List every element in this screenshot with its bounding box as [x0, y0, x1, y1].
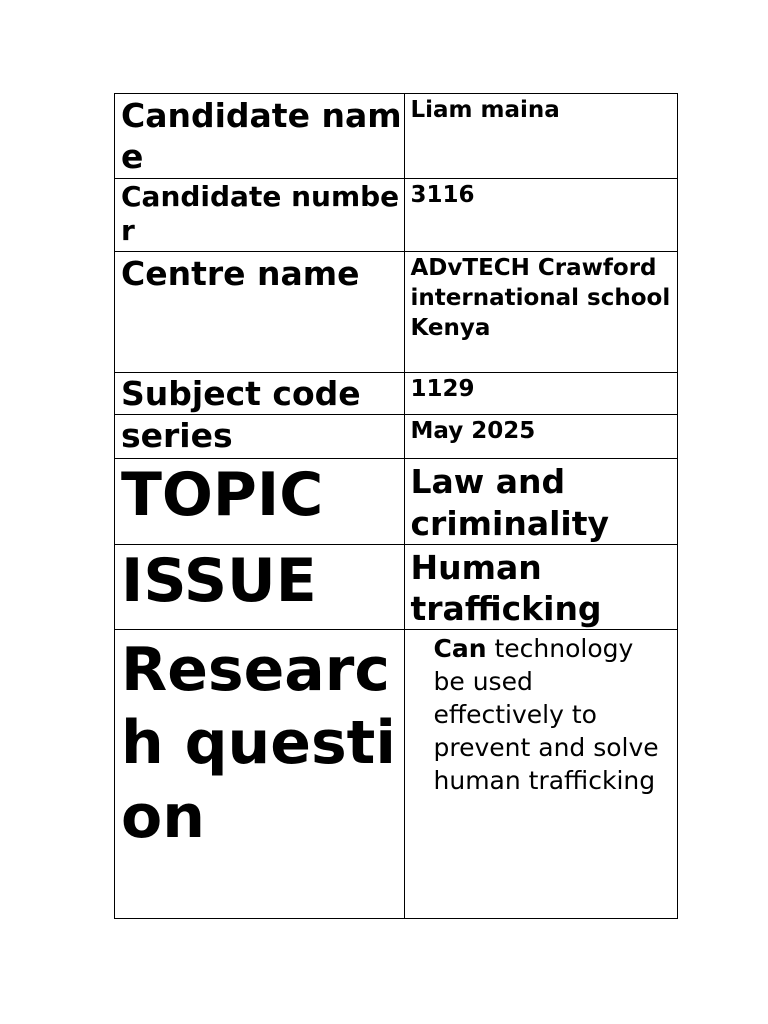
subject-code-label: Subject code	[121, 374, 361, 413]
topic-value: Law and criminality	[410, 462, 610, 543]
candidate-name-label: Candidate name	[121, 96, 402, 177]
label-cell	[115, 179, 405, 252]
subject-code-value: 1129	[410, 376, 475, 402]
value-cell	[404, 415, 678, 459]
research-question-lead-word: Can	[433, 634, 487, 664]
series-label: series	[121, 416, 233, 456]
row-subject-code	[115, 373, 678, 415]
row-series	[115, 415, 678, 459]
row-research-question	[115, 630, 678, 919]
candidate-name-value: Liam maina	[410, 97, 560, 123]
label-cell	[115, 373, 405, 415]
centre-name-value: ADvTECH Crawford international school Kenya	[410, 255, 671, 341]
label-cell	[115, 415, 405, 459]
label-cell	[115, 544, 405, 630]
label-cell	[115, 252, 405, 373]
value-cell	[404, 94, 678, 179]
topic-label: TOPIC	[121, 460, 324, 531]
research-question-rest: technology be used effectively to prevent and solve human trafficking	[433, 634, 659, 796]
value-cell	[404, 252, 678, 373]
row-issue	[115, 544, 678, 630]
value-cell	[404, 373, 678, 415]
row-centre-name	[115, 252, 678, 373]
value-cell	[404, 179, 678, 252]
issue-value: Human trafficking	[410, 547, 602, 628]
cover-sheet-table	[114, 93, 678, 919]
value-cell	[404, 630, 678, 919]
centre-name-label: Centre name	[121, 254, 360, 293]
issue-label: ISSUE	[121, 545, 317, 616]
label-cell	[115, 630, 405, 919]
row-candidate-number	[115, 179, 678, 252]
research-question-value	[405, 630, 678, 797]
label-cell	[115, 459, 405, 545]
value-cell	[404, 544, 678, 630]
candidate-number-label: Candidate number	[121, 180, 400, 247]
label-cell	[115, 94, 405, 179]
value-cell	[404, 459, 678, 545]
research-question-label: Research question	[121, 635, 396, 852]
row-candidate-name	[115, 94, 678, 179]
candidate-number-value: 3116	[410, 182, 475, 208]
series-value: May 2025	[410, 418, 536, 445]
row-topic	[115, 459, 678, 545]
